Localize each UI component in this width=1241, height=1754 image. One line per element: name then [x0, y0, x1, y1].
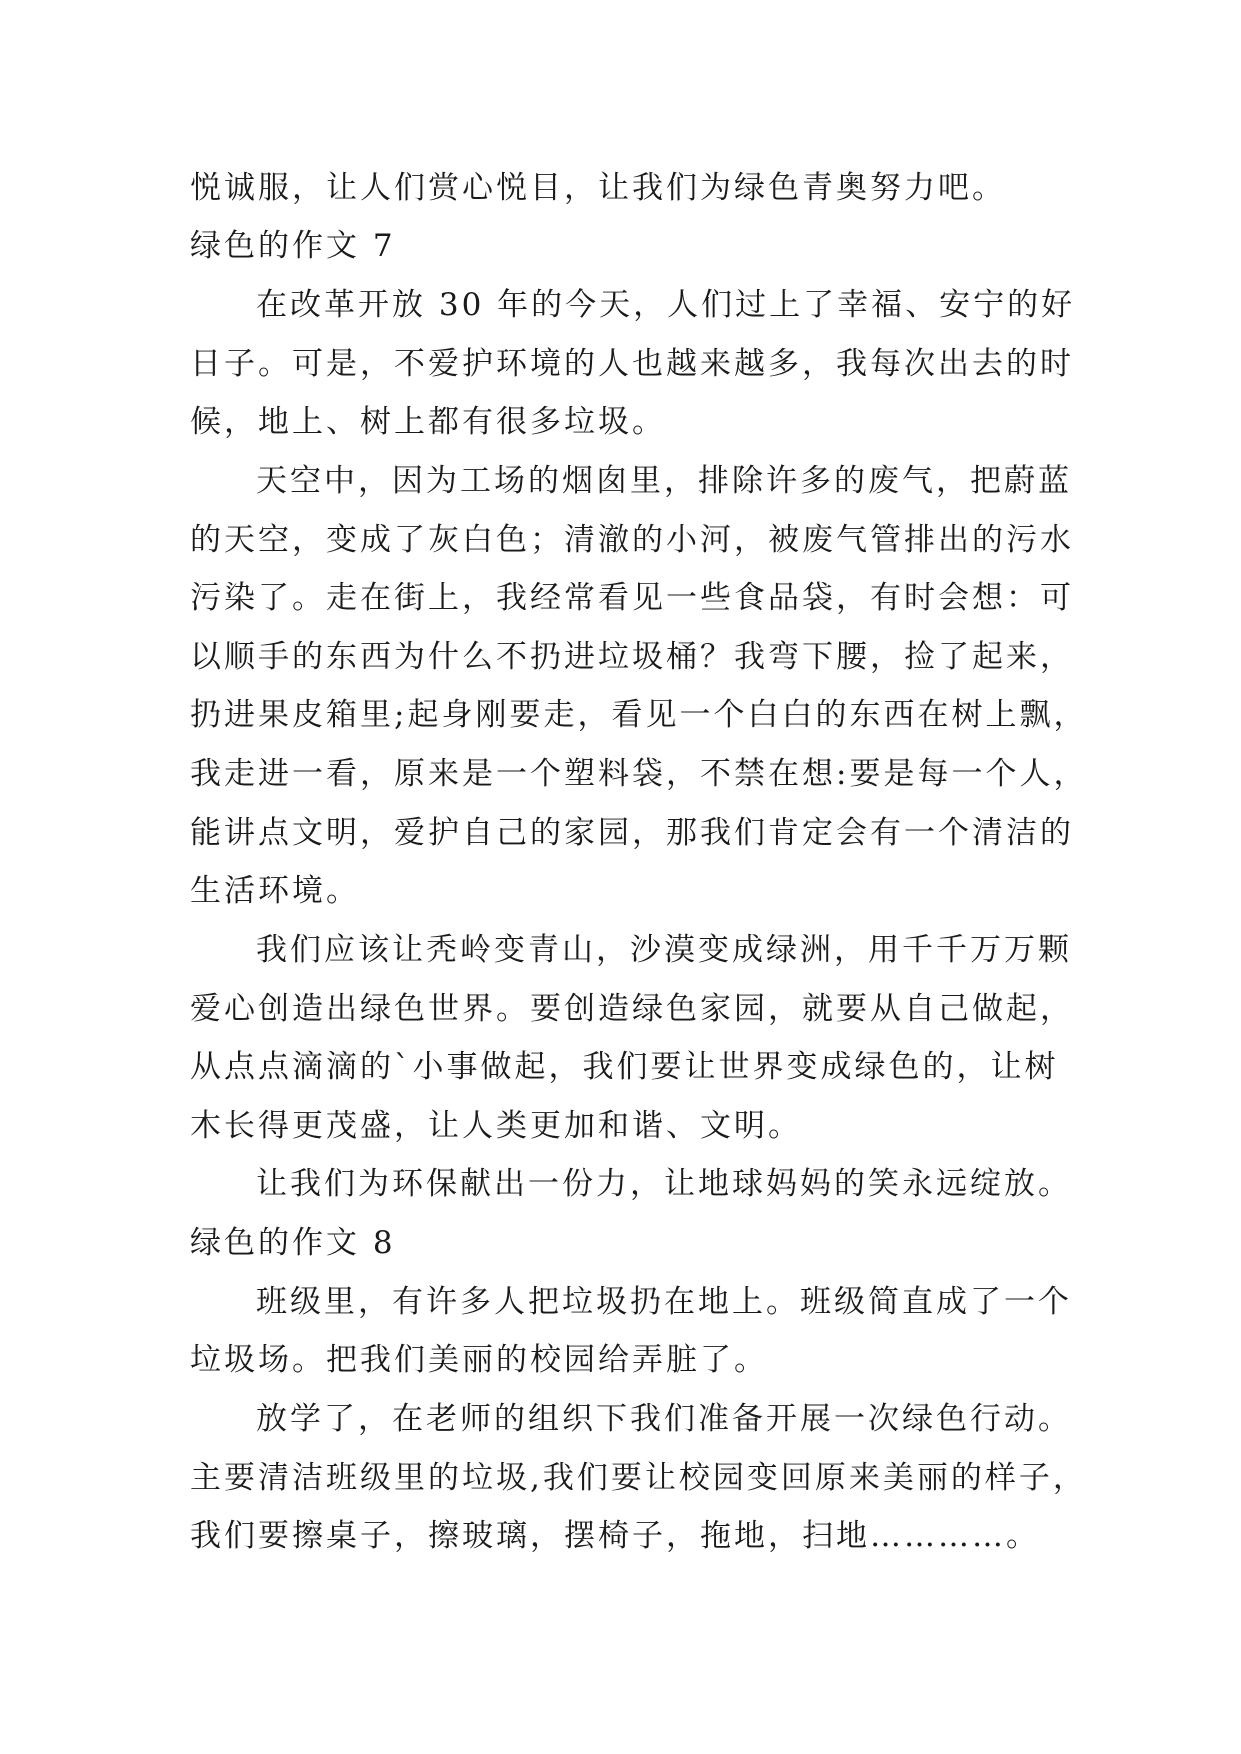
paragraph-line: 的天空，变成了灰白色；清澈的小河，被废气管排出的污水	[190, 522, 1074, 558]
paragraph-line: 天空中，因为工场的烟囱里，排除许多的废气，把蔚蓝	[256, 463, 1072, 499]
paragraph-line: 日子。可是，不爱护环境的人也越来越多，我每次出去的时	[190, 346, 1074, 382]
paragraph-line: 扔进果皮箱里;起身刚要走，看见一个白白的东西在树上飘，	[190, 697, 1088, 733]
paragraph-line: 在改革开放 30 年的今天，人们过上了幸福、安宁的好	[256, 287, 1076, 323]
paragraph-line: 污染了。走在街上，我经常看见一些食品袋，有时会想：可	[190, 580, 1074, 616]
paragraph-line: 以顺手的东西为什么不扔进垃圾桶？我弯下腰，捡了起来，	[190, 639, 1074, 675]
section-heading: 绿色的作文 8	[190, 1225, 396, 1261]
paragraph-line: 从点点滴滴的`小事做起，我们要让世界变成绿色的，让树	[190, 1049, 1059, 1085]
paragraph-line: 主要清洁班级里的垃圾,我们要让校园变回原来美丽的样子，	[190, 1460, 1087, 1496]
paragraph-line: 我们要擦桌子，擦玻璃，摆椅子，拖地，扫地…………。	[190, 1518, 1040, 1554]
text-line: 悦诚服，让人们赏心悦目，让我们为绿色青奥努力吧。	[190, 170, 1006, 206]
section-heading: 绿色的作文 7	[190, 228, 396, 264]
paragraph-line: 爱心创造出绿色世界。要创造绿色家园，就要从自己做起，	[190, 991, 1074, 1027]
paragraph-line: 我们应该让秃岭变青山，沙漠变成绿洲，用千千万万颗	[256, 932, 1072, 968]
paragraph-line: 能讲点文明，爱护自己的家园，那我们肯定会有一个清洁的	[190, 815, 1074, 851]
paragraph-line: 生活环境。	[190, 873, 360, 909]
paragraph-line: 垃圾场。把我们美丽的校园给弄脏了。	[190, 1342, 768, 1378]
paragraph-line: 我走进一看，原来是一个塑料袋，不禁在想:要是每一个人，	[190, 756, 1088, 792]
paragraph-line: 班级里，有许多人把垃圾扔在地上。班级简直成了一个	[256, 1284, 1072, 1320]
paragraph-line: 候，地上、树上都有很多垃圾。	[190, 404, 666, 440]
paragraph-line: 木长得更茂盛，让人类更加和谐、文明。	[190, 1108, 802, 1144]
paragraph-line: 放学了，在老师的组织下我们准备开展一次绿色行动。	[256, 1401, 1072, 1437]
paragraph-line: 让我们为环保献出一份力，让地球妈妈的笑永远绽放。	[256, 1166, 1072, 1202]
